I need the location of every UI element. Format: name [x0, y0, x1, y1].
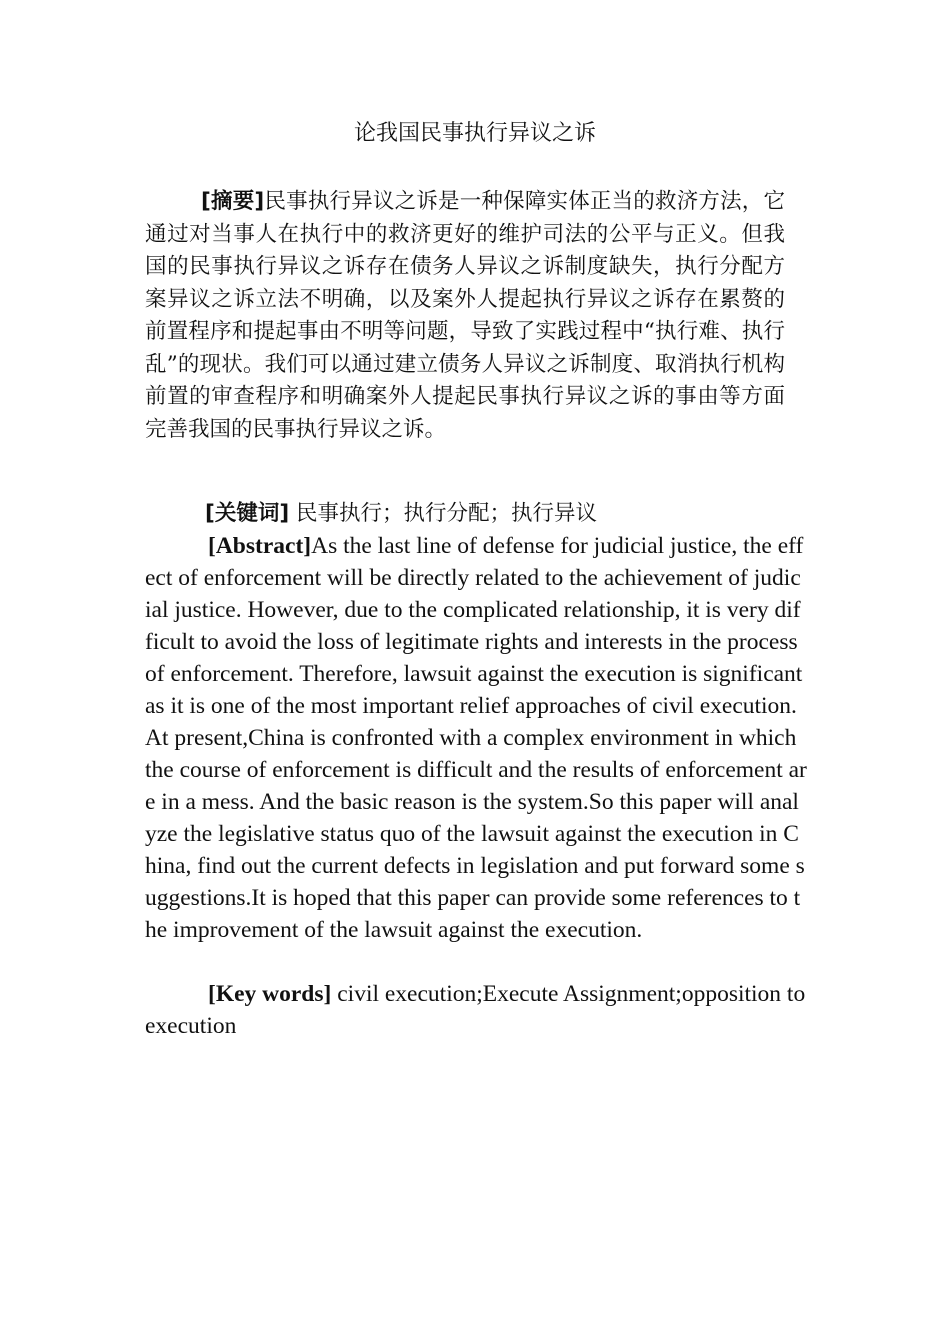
english-keywords	[145, 978, 813, 1042]
chinese-keywords	[145, 498, 805, 530]
chinese-abstract	[145, 186, 785, 446]
english-keywords-text: civil execution;Execute Assignment;opposition to execution	[145, 981, 806, 1039]
chinese-keywords-label: [关键词]	[205, 501, 290, 526]
chinese-keywords-text: 民事执行；执行分配；执行异议	[289, 501, 597, 526]
chinese-abstract-text: 民事执行异议之诉是一种保障实体正当的救济方法，它通过对当事人在执行中的救济更好的维护司法的公平与正义。但我国的民事执行异议之诉存在债务人异议之诉制度缺失，执行分配方案异议之诉立法不明确，以及案外人提起执行异议之诉存在累赘的前置程序和提起事由不明等问题，导致了实践过程中“执行难、执行乱”的现状。我们可以通过建立债务人异议之诉制度、取消执行机构前置的审查程序和明确案外人提起民事执行异议之诉的事由等方面完善我国的民事执行异议之诉。	[145, 189, 785, 442]
chinese-abstract-label: [摘要]	[201, 189, 265, 214]
english-abstract	[145, 530, 807, 946]
paper-title: 论我国民事执行异议之诉	[353, 121, 596, 146]
english-keywords-label: [Key words]	[208, 981, 332, 1007]
english-abstract-text: As the last line of defense for judicial justice, the effect of enforcement will be directly related to the achievement of judicial justice. However, due to the complicated relationship, it is very difficult to avoid the loss of legitimate rights and interests in the process of enforcement. Therefore, lawsuit against the execution is significant as it is one of the most important relief approaches of civil execution. At present,China is confronted with a complex environment in which the course of enforcement is difficult and the results of enforcement are in a mess. And the basic reason is the system.So this paper will analyze the legislative status quo of the lawsuit against the execution in China, find out the current defects in legislation and put forward some suggestions.It is hoped that this paper can provide some references to the improvement of the lawsuit against the execution.	[145, 533, 807, 943]
english-abstract-label: [Abstract]	[208, 533, 312, 559]
